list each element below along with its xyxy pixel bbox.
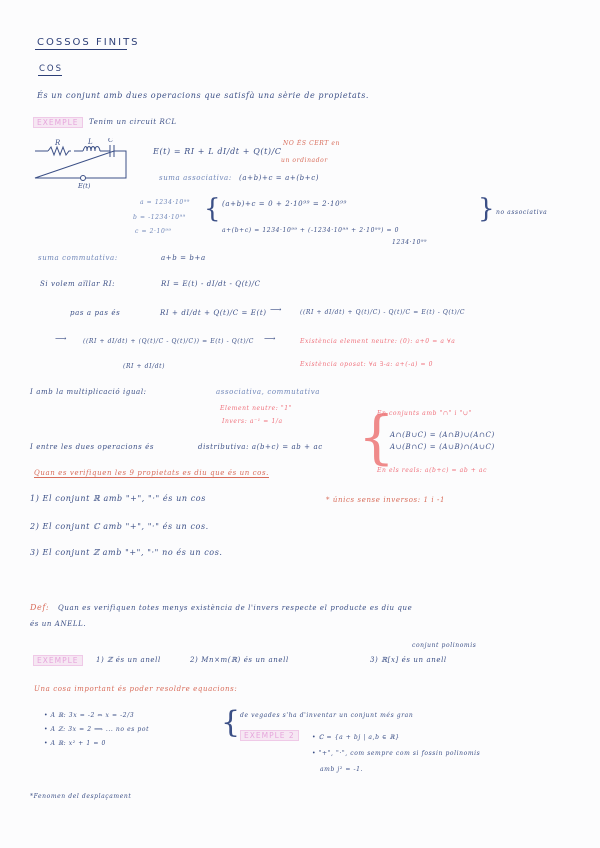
def-text-2: és un ANELL.	[30, 620, 87, 628]
important-text: Una cosa important és poder resoldre equacions:	[34, 685, 238, 693]
circuit-r-label: R	[55, 139, 61, 147]
example-text: Tenim un circuit RCL	[89, 118, 177, 126]
left-brace: {	[204, 194, 221, 224]
pas-formula: RI + dI/dt + Q(t)/C = E(t)	[160, 309, 267, 317]
mult-neutre: Element neutre: "1"	[220, 405, 293, 412]
dist-label: I entre les dues operacions és	[30, 443, 155, 451]
example2-note: conjunt polinomis	[412, 642, 477, 649]
suma-comm-label: suma commutativa:	[38, 254, 118, 262]
arrow-2: ⟶	[55, 334, 67, 343]
note-line-2: un ordinador	[281, 157, 328, 164]
calc-2-denominator: 1234·10⁹⁹	[392, 239, 428, 246]
right-line-2: • ℂ = {a + bj | a,b ∈ ℝ}	[312, 734, 400, 741]
item-3: 3) El conjunt ℤ amb "+", "·" no és un cos.	[30, 548, 223, 557]
step-3-formula: ((RI + dI/dt) + (Q(t)/C - Q(t)/C)) = E(t) - Q(t)/C	[83, 338, 254, 345]
item-1-note: * únics sense inversos: 1 i -1	[326, 496, 446, 504]
calc-1: (a+b)+c = 0 + 2·10⁹⁹ = 2·10⁹⁹	[222, 200, 347, 208]
no-associativa: no associativa	[496, 209, 548, 216]
arrow-3: ⟶	[264, 334, 276, 343]
value-b: b = -1234·10⁹⁹	[133, 214, 186, 221]
mult-props: associativa, commutativa	[216, 388, 321, 396]
pas-label: pas a pas és	[70, 309, 121, 317]
example2-item-2: 2) Mn×m(ℝ) és un anell	[190, 656, 289, 664]
right-brace: }	[478, 194, 495, 224]
item-1: 1) El conjunt ℝ amb "+", "·" és un cos	[30, 494, 206, 503]
example-tag: EXEMPLE	[33, 117, 83, 128]
circuit-c-label: C	[108, 138, 114, 144]
page-title: COSSOS FINITS	[37, 37, 140, 48]
step-4-formula: (RI + dI/dt)	[123, 363, 166, 370]
equation-1: • A ℝ: 3x = -2 ⇔ x = -2/3	[44, 712, 135, 719]
pas-formula-2: ((RI + dI/dt) + Q(t)/C) - Q(t)/C = E(t) - Q(t)/C	[300, 309, 466, 316]
suma-assoc-formula: (a+b)+c = a+(b+c)	[239, 174, 320, 182]
section-heading: COS	[39, 64, 64, 74]
aillar-label: Si volem aïllar RI:	[40, 280, 116, 288]
example2-item-1: 1) ℤ és un anell	[96, 656, 161, 664]
intro-text: És un conjunt amb dues operacions que satisfà una sèrie de propietats.	[37, 91, 370, 100]
def-tag: Def:	[30, 603, 50, 612]
example2-tag: EXEMPLE	[33, 655, 83, 666]
equation-2: • A ℤ: 3x = 2 ⟹ ... no es pot	[44, 726, 150, 733]
aillar-formula: RI = E(t) - dI/dt - Q(t)/C	[161, 280, 261, 288]
note-line-1: NO ÉS CERT en	[283, 140, 340, 147]
def-text-1: Quan es verifiquen totes menys existència de l'invers respecte el producte es diu que	[58, 604, 413, 612]
calc-2: a+(b+c) = 1234·10⁹⁹ + (-1234·10⁹⁹ + 2·10⁹⁹) = 0	[222, 227, 400, 234]
existencia-neutre: Existència element neutre: (0): a+0 = a ∀a	[300, 338, 456, 345]
conj-identity-2: A∪(B∩C) = (A∪B)∩(A∪C)	[390, 443, 495, 451]
mult-invers: Invers: a⁻¹ = 1/a	[222, 418, 283, 425]
title-underline	[35, 49, 127, 50]
item-2: 2) El conjunt ℂ amb "+", "·" és un cos.	[30, 522, 209, 531]
mult-label: I amb la multiplicació igual:	[30, 388, 147, 396]
rcl-circuit-diagram	[28, 138, 138, 190]
circuit-l-label: L	[88, 138, 93, 146]
conj-identity-1: A∩(B∪C) = (A∩B)∪(A∩C)	[390, 431, 495, 439]
cos-definition: Quan es verifiquen les 9 propietats es diu que és un cos.	[34, 469, 270, 477]
right-line-4: amb j² = -1.	[320, 766, 364, 773]
dist-formula: distributiva: a(b+c) = ab + ac	[198, 443, 323, 451]
suma-comm-formula: a+b = b+a	[161, 254, 206, 262]
example2-item-3: 3) ℝ[x] és un anell	[370, 656, 447, 664]
conj-title: En conjunts amb "∩" i "∪"	[377, 410, 472, 417]
arrow-1: ⟶	[270, 305, 282, 314]
right-line-3: • "+", "·", com sempre com si fossin polinomis	[312, 750, 481, 757]
equation-3: • A ℝ: x² + 1 = 0	[44, 740, 106, 747]
suma-assoc-label: suma associativa:	[159, 174, 232, 182]
circuit-e-label: E(t)	[78, 182, 91, 190]
heading-underline	[38, 75, 62, 76]
right-line-1: de vegades s'ha d'inventar un conjunt més gran	[240, 712, 414, 719]
value-c: c = 2·10⁹⁹	[135, 228, 172, 235]
footer-note: *Fenomen del desplaçament	[30, 793, 132, 800]
conj-brace: {	[358, 403, 395, 471]
example2-right-tag: EXEMPLE 2	[240, 730, 299, 741]
value-a: a = 1234·10⁹⁹	[140, 199, 190, 206]
rcl-equation: E(t) = RI + L dI/dt + Q(t)/C	[153, 147, 282, 156]
right-column-brace: {	[221, 705, 241, 740]
existencia-oposat: Existència oposat: ∀a ∃-a: a+(-a) = 0	[300, 361, 434, 368]
reals-distributive: En els reals: a(b+c) = ab + ac	[377, 467, 488, 474]
